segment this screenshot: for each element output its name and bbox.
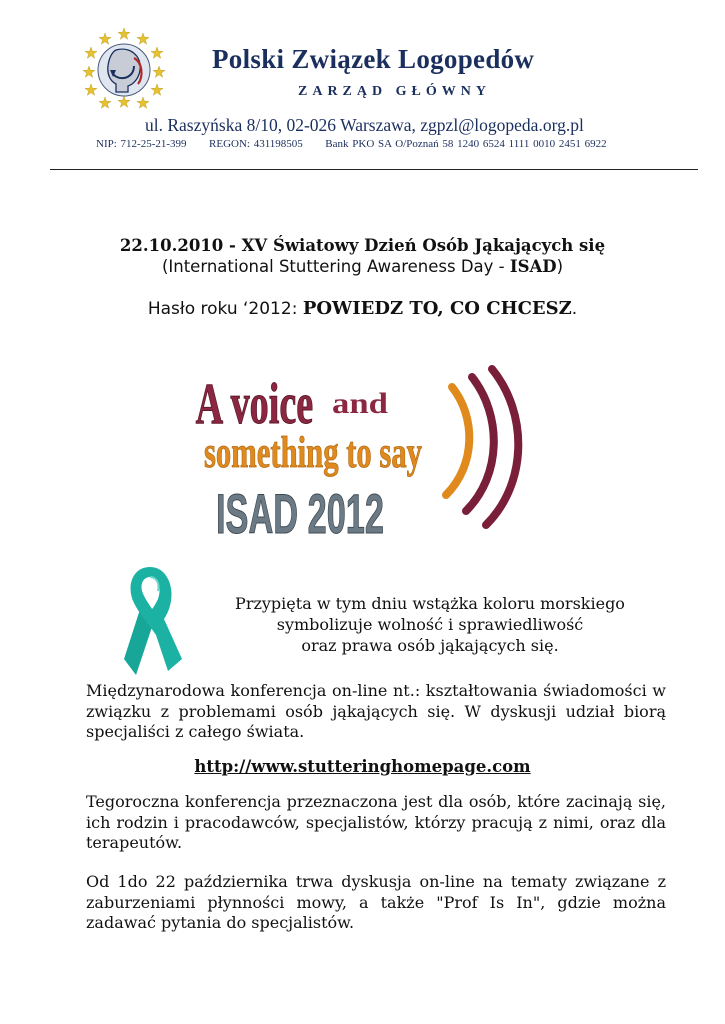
organization-name: Polski Związek Logopedów <box>212 44 535 74</box>
paragraph-audience: Tegoroczna konferencja przeznaczona jest dla osób, które zacinają się, ich rodzin i pracodawców, specjalistów, którzy pracują z nimi, oraz dla terapeutów. <box>86 792 666 852</box>
motto-text: POWIEDZ TO, CO CHCESZ <box>302 298 572 319</box>
ribbon-description <box>200 593 660 656</box>
motto-prefix: Hasło roku ‘2012: <box>147 299 303 319</box>
paragraph-conference: Międzynarodowa konferencja on-line nt.: kształtowania świadomości w związku z problemami osób jąkających się. W dyskusji udział biorą specjaliści z całego świata. <box>86 681 666 741</box>
organization-subtitle: ZARZĄD GŁÓWNY <box>298 84 491 99</box>
isad-2012-logo <box>190 355 540 545</box>
isad-logo-line1a: A voice <box>195 370 314 436</box>
isad-logo-line1b: and <box>332 387 389 420</box>
intl-abbr: ISAD <box>509 257 557 276</box>
ribbon-line-3: oraz prawa osób jąkających się. <box>301 636 559 655</box>
paragraph-discussion: Od 1do 22 października trwa dyskusja on-line na tematy związane z zaburzeniami płynności mowy, a także "Prof Is In", gdzie można zadawać pytania do specjalistów. <box>86 872 666 932</box>
ribbon-icon <box>110 563 190 681</box>
event-motto-line <box>0 298 725 319</box>
isad-logo-line3: ISAD 2012 <box>216 482 384 545</box>
intl-suffix: ) <box>556 257 564 276</box>
star-ring-logo-icon <box>82 26 166 110</box>
motto-suffix: . <box>571 299 578 319</box>
intl-prefix: (International Stuttering Awareness Day - <box>161 257 510 276</box>
ribbon-line-1: Przypięta w tym dniu wstążka koloru morskiego <box>235 594 625 613</box>
event-intl-line <box>0 257 725 276</box>
ribbon-line-2: symbolizuje wolność i sprawiedliwość <box>276 615 584 634</box>
organization-ids: NIP: 712-25-21-399 REGON: 431198505 Bank PKO SA O/Poznań 58 1240 6524 1111 0010 2451 6922 <box>96 138 607 150</box>
header-divider <box>50 169 698 170</box>
event-date-title: 22.10.2010 - XV Światowy Dzień Osób Jąkających się <box>119 236 606 255</box>
organization-address: ul. Raszyńska 8/10, 02-026 Warszawa, zgpzl@logopeda.org.pl <box>145 115 584 135</box>
website-link[interactable]: http://www.stutteringhomepage.com <box>194 757 531 776</box>
isad-logo-line2: something to say <box>204 428 422 477</box>
